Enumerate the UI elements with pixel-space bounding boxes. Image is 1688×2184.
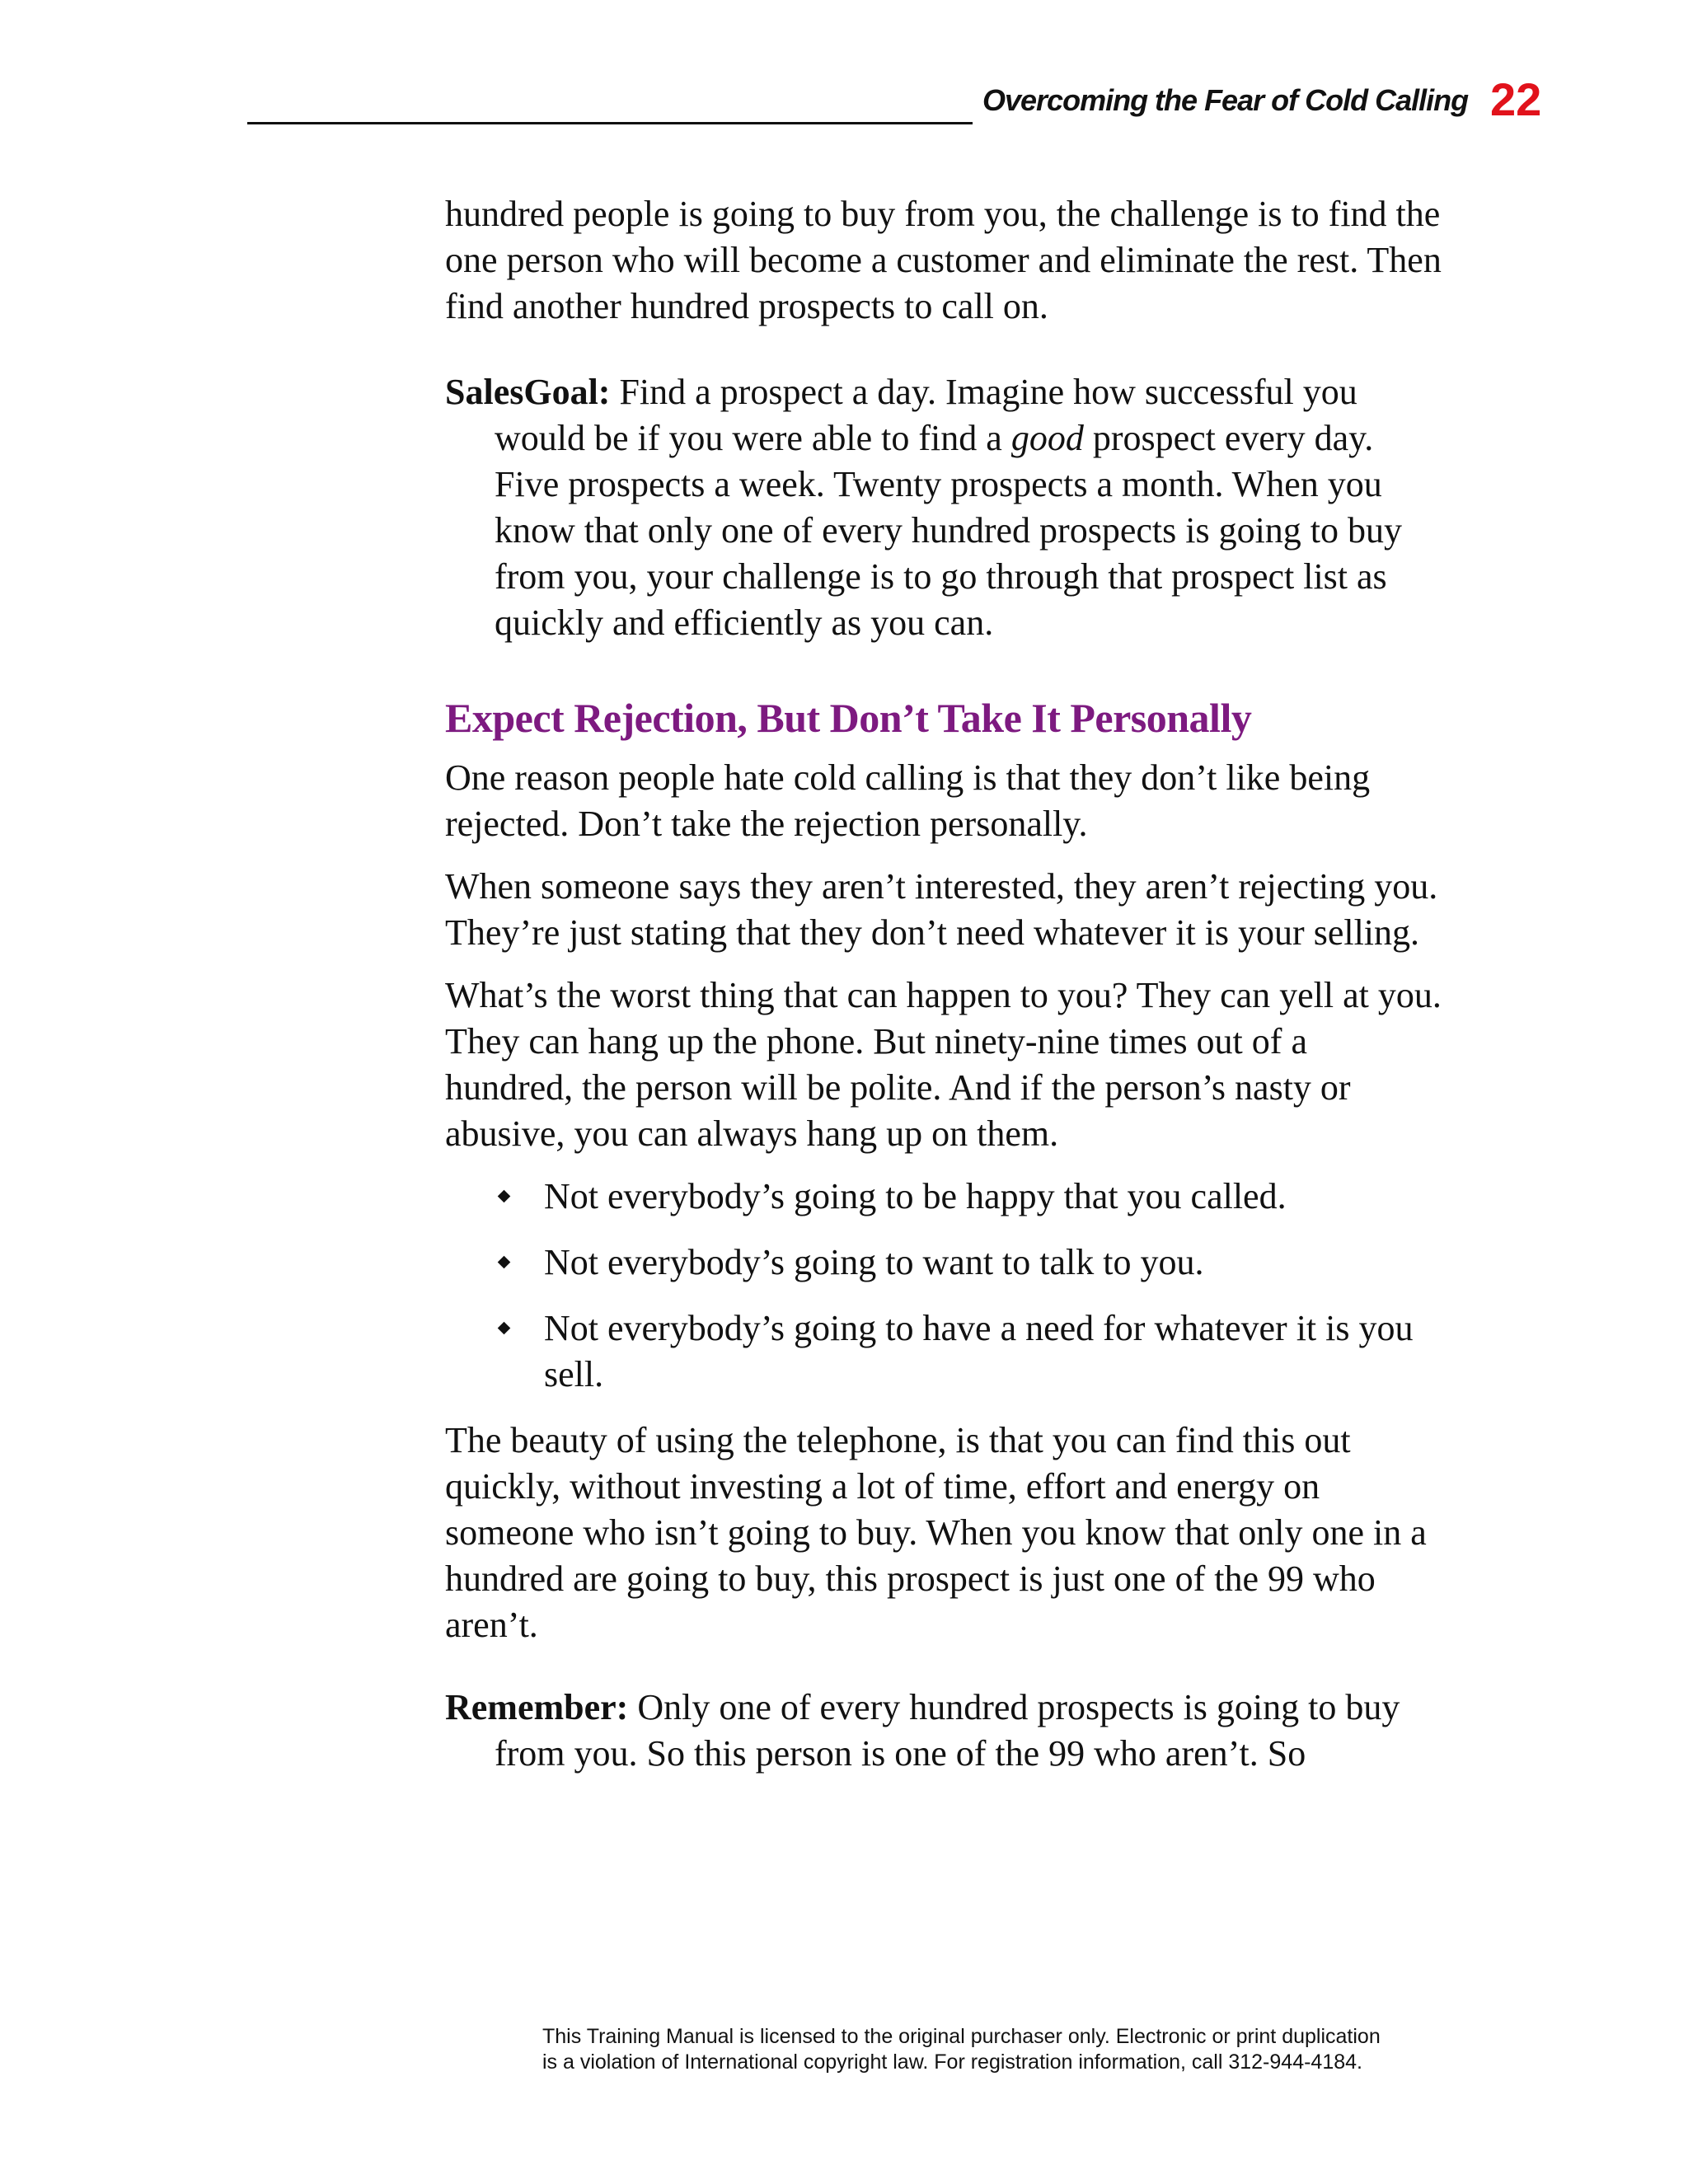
footer-line: is a violation of International copyright law. For registration information, call 312-944-4184. — [542, 2050, 1362, 2074]
closing-paragraph: The beauty of using the telephone, is that you can find this out quickly, without investing a lot of time, effort and energy on someone who isn’t going to buy. When you know that only one in a hundred are going to buy, this prospect is just one of the 99 who aren’t. — [445, 1420, 1427, 1645]
intro-paragraph: hundred people is going to buy from you, the challenge is to find the one person who will become a customer and eliminate the rest. Then find another hundred prospects to call on. — [445, 194, 1442, 326]
body-paragraph: One reason people hate cold calling is that they don’t like being rejected. Don’t take the rejection personally. — [445, 757, 1371, 844]
copyright-footer — [542, 2024, 1432, 2075]
remember-label: Remember: — [445, 1687, 629, 1727]
diamond-bullet-icon — [498, 1322, 511, 1335]
footer-line: This Training Manual is licensed to the original purchaser only. Electronic or print duplication — [542, 2025, 1381, 2048]
bullet-text: Not everybody’s going to be happy that you called. — [544, 1176, 1287, 1216]
salesgoal-emphasis: good — [1010, 418, 1084, 458]
bullet-list — [445, 1174, 1442, 1398]
bullet-item — [445, 1174, 1442, 1220]
remember-text: Only one of every hundred prospects is going to buy from you. So this person is one of the 99 who aren’t. So — [495, 1687, 1400, 1774]
bullet-item — [445, 1305, 1442, 1398]
salesgoal-text-before: Find a prospect a day. Imagine how successful you would be if you were able to find a — [495, 372, 1357, 458]
bullet-text: Not everybody’s going to have a need for whatever it is you sell. — [544, 1308, 1414, 1394]
diamond-bullet-icon — [498, 1190, 511, 1203]
remember-callout — [445, 1685, 1442, 1777]
page-content — [445, 191, 1442, 1777]
running-header-title: Overcoming the Fear of Cold Calling — [982, 83, 1469, 117]
body-paragraph: What’s the worst thing that can happen to you? They can yell at you. They can hang up the phone. But ninety-nine times out of a hundred, the person will be polite. And if the person’s nasty or abusive, you can always hang up on them. — [445, 975, 1442, 1154]
body-paragraph: When someone says they aren’t interested, they aren’t rejecting you. They’re just stating that they don’t need whatever it is your selling. — [445, 866, 1438, 953]
salesgoal-callout — [445, 369, 1442, 646]
diamond-bullet-icon — [498, 1256, 511, 1269]
bullet-item — [445, 1240, 1442, 1286]
header-rule — [247, 122, 973, 124]
salesgoal-label: SalesGoal: — [445, 372, 611, 412]
salesgoal-text-after: prospect every day. Five prospects a week. Twenty prospects a month. When you know that only one of every hundred prospects is going to buy from you, your challenge is to go through that prospect list as quickly and efficiently as you can. — [495, 418, 1403, 643]
section-heading: Expect Rejection, But Don’t Take It Personally — [445, 695, 1252, 741]
bullet-text: Not everybody’s going to want to talk to you. — [544, 1242, 1204, 1282]
page-number: 22 — [1490, 73, 1542, 125]
